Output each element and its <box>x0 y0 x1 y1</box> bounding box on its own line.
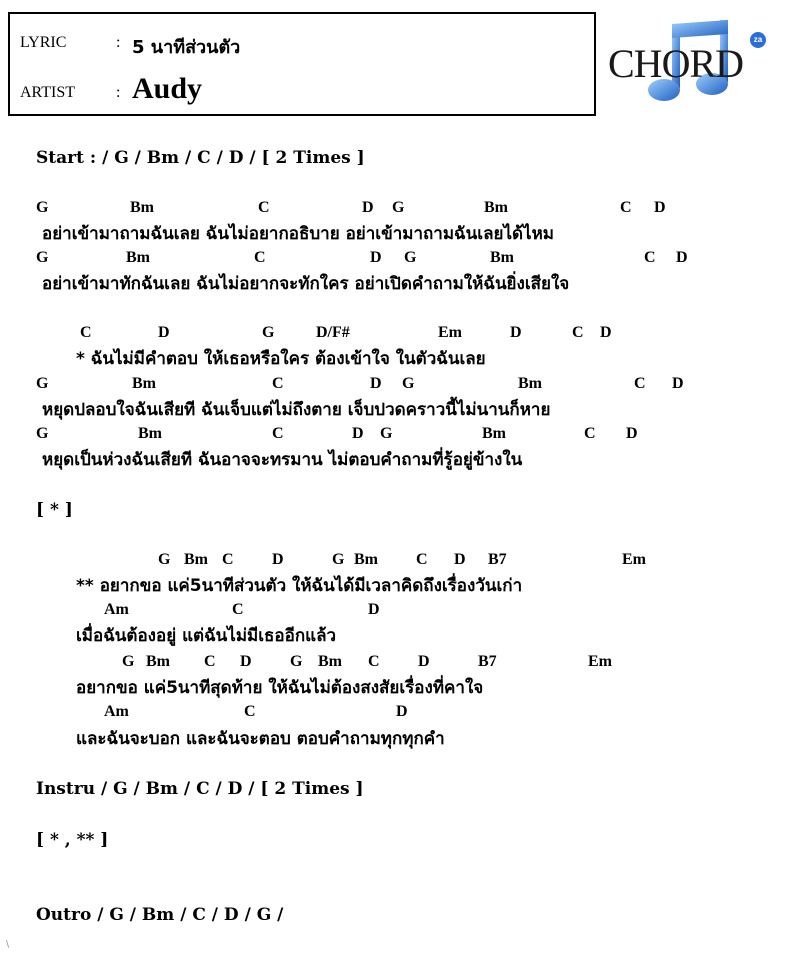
chord: Bm <box>146 653 170 670</box>
chord: G <box>36 375 49 392</box>
corner-mark: \ <box>6 940 10 950</box>
lyric-line: เมื่อฉันต้องอยู่ แต่ฉันไม่มีเธออีกแล้ว <box>76 626 337 646</box>
chord: D <box>396 703 408 720</box>
chord: Em <box>622 551 646 568</box>
chord: D <box>370 249 382 266</box>
chord: Bm <box>482 425 506 442</box>
chord: D <box>600 324 612 341</box>
chord: C <box>258 199 270 216</box>
chord: C <box>272 425 284 442</box>
chord: C <box>584 425 596 442</box>
chord: C <box>572 324 584 341</box>
chord: Bm <box>132 375 156 392</box>
chord: D <box>454 551 466 568</box>
chord: Bm <box>318 653 342 670</box>
chord: C <box>368 653 380 670</box>
chord: Bm <box>130 199 154 216</box>
chord: D <box>626 425 638 442</box>
chord: G <box>402 375 415 392</box>
chord: C <box>272 375 284 392</box>
chord: Bm <box>490 249 514 266</box>
lyric-line: อยากขอ แค่5นาทีสุดท้าย ให้ฉันไม่ต้องสงสัยเรื่องที่คาใจ <box>76 678 484 698</box>
lyric-line: หยุดปลอบใจฉันเสียที ฉันเจ็บแต่ไม่ถึงตาย เจ็บปวดคราวนี้ไม่นานก็หาย <box>42 400 551 420</box>
chord: D/F# <box>316 324 350 341</box>
chord: Bm <box>126 249 150 266</box>
chord: C <box>244 703 256 720</box>
lyric-line: และฉันจะบอก และฉันจะตอบ ตอบคำถามทุกทุกคำ <box>76 729 445 749</box>
chord-logo <box>604 18 770 104</box>
chord: D <box>654 199 666 216</box>
repeat-marker: [ * ] <box>36 500 73 520</box>
chord: D <box>158 324 170 341</box>
chord: G <box>36 249 49 266</box>
instru-line: Instru / G / Bm / C / D / [ 2 Times ] <box>36 779 364 799</box>
chord: C <box>254 249 266 266</box>
chord: C <box>232 601 244 618</box>
chord: G <box>262 324 275 341</box>
chord: D <box>370 375 382 392</box>
chord: C <box>634 375 646 392</box>
chord: D <box>676 249 688 266</box>
chord: D <box>672 375 684 392</box>
chord: D <box>240 653 252 670</box>
lyric-colon: : <box>116 34 121 51</box>
chord: B7 <box>478 653 497 670</box>
chord: Em <box>438 324 462 341</box>
chord: G <box>290 653 303 670</box>
chord: D <box>272 551 284 568</box>
chord: B7 <box>488 551 507 568</box>
chord: G <box>404 249 417 266</box>
chord: C <box>80 324 92 341</box>
lyric-line: * ฉันไม่มีคำตอบ ให้เธอหรือใคร ต้องเข้าใจ ในตัวฉันเลย <box>76 349 486 369</box>
logo-badge: za <box>750 32 766 48</box>
start-line: Start : / G / Bm / C / D / [ 2 Times ] <box>36 148 365 168</box>
song-info-box <box>8 12 596 116</box>
chord: D <box>418 653 430 670</box>
chord: C <box>644 249 656 266</box>
lyric-line: อย่าเข้ามาทักฉันเลย ฉันไม่อยากจะทักใคร อย่าเปิดคำถามให้ฉันยิ่งเสียใจ <box>42 274 570 294</box>
chord: Bm <box>138 425 162 442</box>
artist-name: Audy <box>132 72 203 105</box>
chord: G <box>36 199 49 216</box>
chord: G <box>392 199 405 216</box>
chord: D <box>368 601 380 618</box>
lyric-line: อย่าเข้ามาถามฉันเลย ฉันไม่อยากอธิบาย อย่าเข้ามาถามฉันเลยได้ไหม <box>42 224 555 244</box>
chord: Bm <box>518 375 542 392</box>
chord: C <box>416 551 428 568</box>
repeat-marker: [ * , ** ] <box>36 830 109 850</box>
song-title: 5 นาทีส่วนตัว <box>132 37 241 58</box>
chord: D <box>362 199 374 216</box>
artist-colon: : <box>116 84 121 101</box>
lyric-label: LYRIC <box>20 34 67 51</box>
logo-text: CHORD <box>608 41 744 86</box>
chord: C <box>204 653 216 670</box>
chord: C <box>620 199 632 216</box>
chord: Bm <box>354 551 378 568</box>
chord: Bm <box>484 199 508 216</box>
chord: Am <box>104 601 129 618</box>
chord: Bm <box>184 551 208 568</box>
artist-label: ARTIST <box>20 84 76 101</box>
chord: D <box>510 324 522 341</box>
chord: Am <box>104 703 129 720</box>
chord: C <box>222 551 234 568</box>
outro-line: Outro / G / Bm / C / D / G / <box>36 905 284 925</box>
chord: G <box>122 653 135 670</box>
lyric-line: หยุดเป็นห่วงฉันเสียที ฉันอาจจะทรมาน ไม่ตอบคำถามที่รู้อยู่ข้างใน <box>42 450 523 470</box>
chord: G <box>380 425 393 442</box>
chord: G <box>332 551 345 568</box>
chord: G <box>36 425 49 442</box>
lyric-line: ** อยากขอ แค่5นาทีส่วนตัว ให้ฉันได้มีเวลาคิดถึงเรื่องวันเก่า <box>76 576 523 596</box>
chord: G <box>158 551 171 568</box>
chord: D <box>352 425 364 442</box>
chord: Em <box>588 653 612 670</box>
